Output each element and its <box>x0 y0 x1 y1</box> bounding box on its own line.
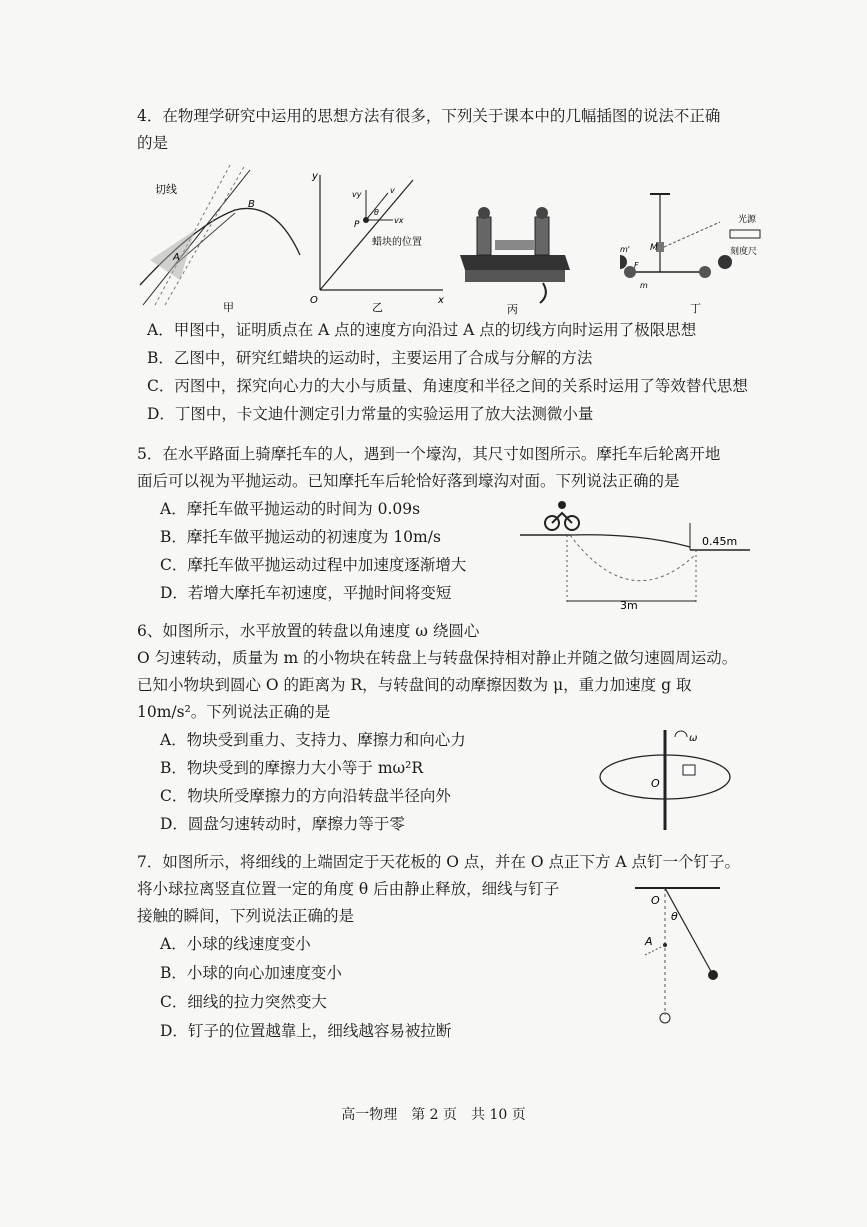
q6-option-a[interactable]: A．物块受到重力、支持力、摩擦力和向心力 <box>160 731 466 749</box>
q4-option-c[interactable]: C．丙图中，探究向心力的大小与质量、角速度和半径之间的关系时运用了等效替代思想 <box>147 377 748 395</box>
q4-option-d[interactable]: D．丁图中，卡文迪什测定引力常量的实验运用了放大法测微小量 <box>147 405 594 423</box>
q6-option-b[interactable]: B．物块受到的摩擦力大小等于 mω²R <box>160 759 424 777</box>
q7-stem-line2: 将小球拉离竖直位置一定的角度 θ 后由静止释放，细线与钉子 <box>137 880 560 898</box>
q7-stem-line1: 7．如图所示，将细线的上端固定于天花板的 O 点，并在 O 点正下方 A 点钉一个钉子。 <box>137 853 741 871</box>
q4-ding-scale: 刻度尺 <box>730 247 758 257</box>
q4-ding-m: m <box>640 281 648 290</box>
q6-option-d[interactable]: D．圆盘匀速转动时，摩擦力等于零 <box>160 815 405 833</box>
q7-figure-pendulum <box>605 880 735 1025</box>
q4-options <box>147 316 767 428</box>
q6-option-c[interactable]: C．物块所受摩擦力的方向沿转盘半径向外 <box>160 787 451 805</box>
q6-center-label: O <box>651 777 660 790</box>
q6-stem-line1: 6、如图所示，水平放置的转盘以角速度 ω 绕圆心 <box>137 622 480 640</box>
q4-yi-label: 蜡块的位置 <box>372 237 422 248</box>
q4-ding-mirror: M <box>650 243 658 253</box>
q5-option-d[interactable]: D．若增大摩托车初速度，平抛时间将变短 <box>160 584 452 602</box>
q4-jia-tangent-label: 切线 <box>155 183 177 196</box>
q7-option-a[interactable]: A．小球的线速度变小 <box>160 935 311 953</box>
q4-yi-vy: vy <box>352 190 362 199</box>
q4-figure-jia <box>135 165 305 315</box>
q7-stem-line3: 接触的瞬间，下列说法正确的是 <box>137 907 355 925</box>
q5-option-a[interactable]: A．摩托车做平抛运动的时间为 0.09s <box>160 500 421 518</box>
q4-figure-ding <box>620 192 770 315</box>
q4-option-a[interactable]: A．甲图中，证明质点在 A 点的速度方向沿过 A 点的切线方向时运用了极限思想 <box>147 321 697 339</box>
q4-jia-caption: 甲 <box>223 301 234 314</box>
q7-option-d[interactable]: D．钉子的位置越靠上，细线越容易被拉断 <box>160 1022 452 1040</box>
q4-bing-caption: 丙 <box>507 303 518 315</box>
q4-yi-x-axis: x <box>438 295 444 306</box>
q6-figure-turntable <box>595 725 745 835</box>
q7-option-b[interactable]: B．小球的向心加速度变小 <box>160 964 342 982</box>
q4-jia-point-a: A <box>173 252 180 263</box>
q5-option-b[interactable]: B．摩托车做平抛运动的初速度为 10m/s <box>160 528 441 546</box>
q5-stem-line1: 5．在水平路面上骑摩托车的人，遇到一个壕沟，其尺寸如图所示。摩托车后轮离开地 <box>137 445 721 463</box>
q7-o-label: O <box>651 894 660 907</box>
q6-stem-line4: 10m/s²。下列说法正确的是 <box>137 703 331 721</box>
q7-theta-label: θ <box>671 910 678 923</box>
page-footer: 高一物理 第 2 页 共 10 页 <box>341 1107 526 1123</box>
q7-option-c[interactable]: C．细线的拉力突然变大 <box>160 993 327 1011</box>
q5-height-label: 0.45m <box>702 535 738 548</box>
question-4 <box>137 103 757 157</box>
question-6 <box>137 618 777 726</box>
q4-yi-v: v <box>390 186 395 195</box>
q4-yi-caption: 乙 <box>372 301 383 314</box>
q4-jia-point-b: B <box>248 199 255 210</box>
q4-yi-origin: O <box>310 295 318 306</box>
q6-stem-line3: 已知小物块到圆心 O 的距离为 R，与转盘间的动摩擦因数为 μ，重力加速度 g 取 <box>137 676 692 694</box>
q4-ding-caption: 丁 <box>690 302 701 315</box>
q4-yi-vx: vx <box>394 216 404 225</box>
q4-figure-yi <box>308 165 448 315</box>
q5-option-c[interactable]: C．摩托车做平抛运动过程中加速度逐渐增大 <box>160 556 467 574</box>
q4-figure-bing <box>455 195 575 315</box>
q7-a-label: A <box>645 935 653 948</box>
q4-stem-line1: 4．在物理学研究中运用的思想方法有很多，下列关于课本中的几幅插图的说法不正确 <box>137 107 721 125</box>
q7-options <box>160 930 520 1046</box>
q4-stem-line2: 的是 <box>137 134 169 152</box>
q5-stem-line2: 面后可以视为平抛运动。已知摩托车后轮恰好落到壕沟对面。下列说法正确的是 <box>137 472 680 490</box>
q4-ding-m-prime: m' <box>620 245 630 254</box>
q4-option-b[interactable]: B．乙图中，研究红蜡块的运动时，主要运用了合成与分解的方法 <box>147 349 593 367</box>
q6-stem-line2: O 匀速转动，质量为 m 的小物块在转盘上与转盘保持相对静止并随之做匀速圆周运动。 <box>137 649 738 667</box>
q5-width-label: 3m <box>620 599 638 612</box>
q6-options <box>160 726 530 838</box>
q4-ding-light-source: 光源 <box>738 215 757 225</box>
q4-yi-y-axis: y <box>312 171 318 182</box>
question-5 <box>137 441 757 495</box>
q6-omega-label: ω <box>689 733 698 744</box>
q4-yi-point-p: P <box>354 220 360 230</box>
q4-yi-theta: θ <box>374 208 379 217</box>
q5-options <box>160 495 500 607</box>
q5-figure-ditch <box>520 495 770 620</box>
q4-ding-f: F <box>634 261 639 270</box>
